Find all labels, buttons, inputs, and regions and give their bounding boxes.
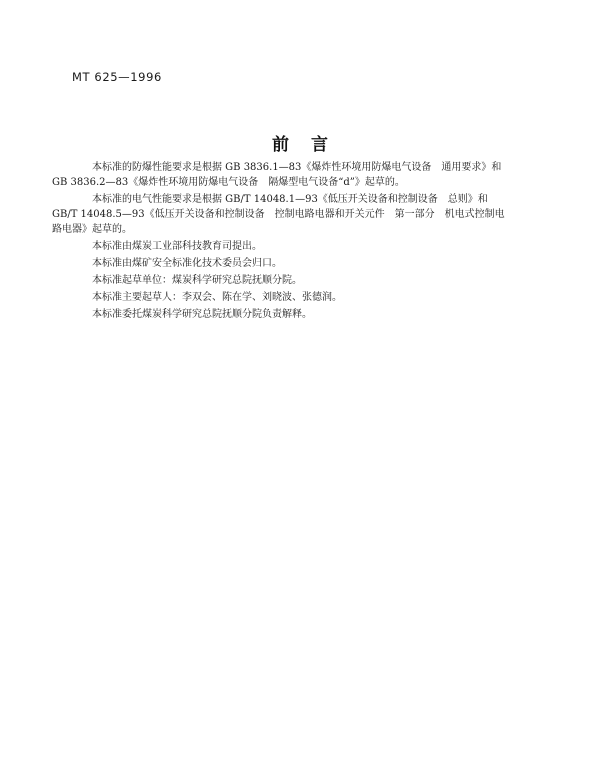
paragraph-line: 本标准的电气性能要求是根据 GB/T 14048.1—93《低压开关设备和控制设备 总则》和 <box>92 194 488 205</box>
statement-administrator: 本标准由煤矿安全标准化技术委员会归口。 <box>92 258 282 269</box>
paragraph-line: 路电器》起草的。 <box>52 224 132 235</box>
statement-drafting-unit: 本标准起草单位：煤炭科学研究总院抚顺分院。 <box>92 275 302 286</box>
page-title: 前言 <box>272 135 350 155</box>
paragraph-electrical <box>52 192 528 237</box>
statement-proposer: 本标准由煤炭工业部科技教育司提出。 <box>92 241 262 252</box>
statement-interpretation: 本标准委托煤炭科学研究总院抚顺分院负责解释。 <box>92 309 312 320</box>
paragraph-line: GB/T 14048.5—93《低压开关设备和控制设备 控制电路电器和开关元件 第一部分 机电式控制电 <box>52 209 505 220</box>
standard-number: MT 625—1996 <box>72 70 162 84</box>
paragraph-line: GB 3836.2—83《爆炸性环境用防爆电气设备 隔爆型电气设备“d”》起草的。 <box>52 177 405 188</box>
paragraph-explosion-proof <box>52 160 528 190</box>
paragraph-line: 本标准的防爆性能要求是根据 GB 3836.1—83《爆炸性环境用防爆电气设备 通用要求》和 <box>92 162 502 173</box>
statement-drafters: 本标准主要起草人：李双会、陈在学、刘晓波、张德润。 <box>92 292 342 303</box>
foreword-body <box>52 160 528 324</box>
